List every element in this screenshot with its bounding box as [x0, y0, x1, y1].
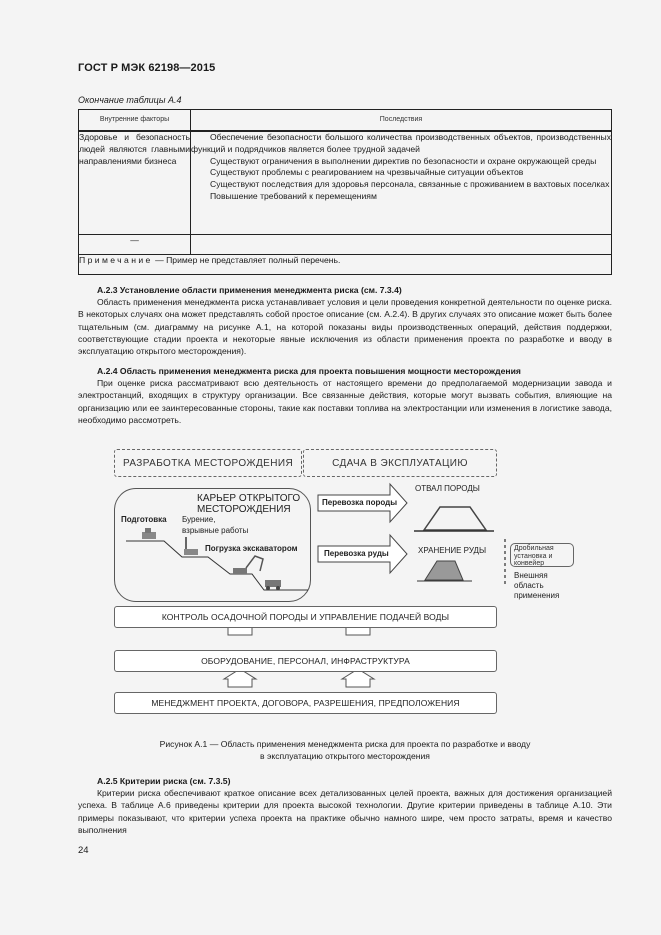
document-header: ГОСТ Р МЭК 62198—2015 — [78, 62, 216, 74]
consequences-cell — [191, 131, 612, 235]
ore-storage-label: ХРАНЕНИЕ РУДЫ — [418, 546, 487, 555]
step-drilling-line2: взрывные работы — [182, 526, 249, 535]
consequence-item: Обеспечение безопасности большого количества производственных объектов, производственных функций и подрядчиков является более трудной задачей — [191, 132, 611, 154]
column-header-consequences: Последствия — [191, 110, 612, 132]
table-row — [79, 131, 612, 235]
consequences-cell — [191, 235, 612, 255]
step-preparation: Подготовка — [121, 515, 167, 524]
factor-cell: Здоровье и безопасность людей являются главными направлениями бизнеса — [79, 131, 191, 235]
section-a25 — [78, 775, 612, 836]
band-project-management: МЕНЕДЖМЕНТ ПРОЕКТА, ДОГОВОРА, РАЗРЕШЕНИЯ, ПРЕДПОЛОЖЕНИЯ — [114, 692, 497, 714]
figure-caption-line1: Рисунок А.1 — Область применения менеджмента риска для проекта по разработке и вводу — [159, 739, 531, 749]
page-number: 24 — [78, 845, 89, 856]
quarry-title-line2: МЕСТОРОЖДЕНИЯ — [197, 504, 291, 515]
bulldozer-icon — [142, 528, 156, 539]
phase-development: РАЗРАБОТКА МЕСТОРОЖДЕНИЯ — [114, 449, 302, 477]
rock-dump-label: ОТВАЛ ПОРОДЫ — [415, 484, 480, 493]
phase-commissioning: СДАЧА В ЭКСПЛУАТАЦИЮ — [303, 449, 497, 477]
consequence-item: Существуют ограничения в выполнении директив по безопасности и охране окружающей среды — [210, 155, 597, 166]
section-title: А.2.3 Установление области применения менеджмента риска (см. 7.3.4) — [97, 285, 402, 295]
outer-scope-line2: область — [514, 581, 544, 590]
table-note — [79, 255, 612, 275]
table-row — [79, 235, 612, 255]
factor-cell: — — [79, 235, 191, 255]
outer-scope-line1: Внешняя — [514, 571, 548, 580]
section-a23 — [78, 284, 612, 357]
section-title: А.2.5 Критерии риска (см. 7.3.5) — [97, 776, 231, 786]
factors-table — [78, 109, 612, 275]
crusher-conveyor-box: Дробильная установка и конвейер — [510, 543, 574, 567]
section-body: Область применения менеджмента риска устанавливает условия и цели проведения конкретной деятельности по оценке риска. В некоторых случаях она может представлять собой простое описание (см. А.2.4). В других случаях это описание может быть более тщательным (см. диаграмму на рисунке А.1, на которой показаны виды производственных операций, действия поддержки, соответствующие стадии проекта и некоторые явные исключения из области применения проекта по разработке и вводу в эксплуатацию открытого месторождения). — [78, 297, 612, 357]
arrow-label-ore-transport: Перевозка руды — [324, 549, 389, 558]
drill-rig-icon — [184, 537, 198, 555]
table-caption: Окончание таблицы А.4 — [78, 95, 182, 105]
section-body: Критерии риска обеспечивают краткое описание всех детализованных целей проекта, важных для достижения организацией успеха. В таблице А.6 приведены критерии для проекта высокой технологии. Другие критерии приведены в таблице А.10. Эти примеры показывают, что критерии успеха проекта на практике обычно намного шире, чем просто затраты, время и качество выполнения — [78, 788, 612, 835]
step-excavator-loading: Погрузка экскаватором — [205, 544, 298, 553]
arrow-label-rock-transport: Перевозка породы — [322, 498, 398, 507]
section-title: А.2.4 Область применения менеджмента риска для проекта повышения мощности месторождения — [97, 366, 521, 376]
excavator-icon — [233, 556, 263, 574]
section-a24 — [78, 365, 612, 426]
band-equipment-staff: ОБОРУДОВАНИЕ, ПЕРСОНАЛ, ИНФРАСТРУКТУРА — [114, 650, 497, 672]
figure-a1-diagram — [100, 443, 600, 733]
note-text: — Пример не представляет полный перечень. — [152, 255, 341, 265]
section-body: При оценке риска рассматривают всю деятельность от настоящего времени до предполагаемой модернизации завода и электростанций, входящих в структуру организации. Все связанные действия, которые могут вызвать события, влияющие на организацию или ее заинтересованные стороны, такие как поставки топлива на электростанции или изменения в логистике завода, необходимо рассмотреть. — [78, 378, 612, 425]
band-rock-water-control: КОНТРОЛЬ ОСАДОЧНОЙ ПОРОДЫ И УПРАВЛЕНИЕ ПОДАЧЕЙ ВОДЫ — [114, 606, 497, 628]
note-label: Примечание — [79, 255, 153, 265]
step-drilling-line1: Бурение, — [182, 515, 216, 524]
table-note-row — [79, 255, 612, 275]
column-header-factors: Внутренние факторы — [79, 110, 191, 132]
outer-scope-line3: применения — [514, 591, 560, 600]
figure-caption-line2: в эксплуатацию открытого месторождения — [260, 751, 430, 761]
table-header-row — [79, 110, 612, 132]
consequence-item: Существуют проблемы с реагированием на чрезвычайные ситуации объектов — [210, 167, 524, 178]
figure-caption — [78, 738, 612, 762]
quarry-title-line1: КАРЬЕР ОТКРЫТОГО — [197, 493, 301, 504]
consequence-item: Повышение требований к перемещениям — [210, 190, 377, 201]
consequence-item: Существуют последствия для здоровья персонала, связанные с проживанием в вахтовых поселках — [210, 179, 610, 190]
truck-icon — [265, 580, 281, 590]
